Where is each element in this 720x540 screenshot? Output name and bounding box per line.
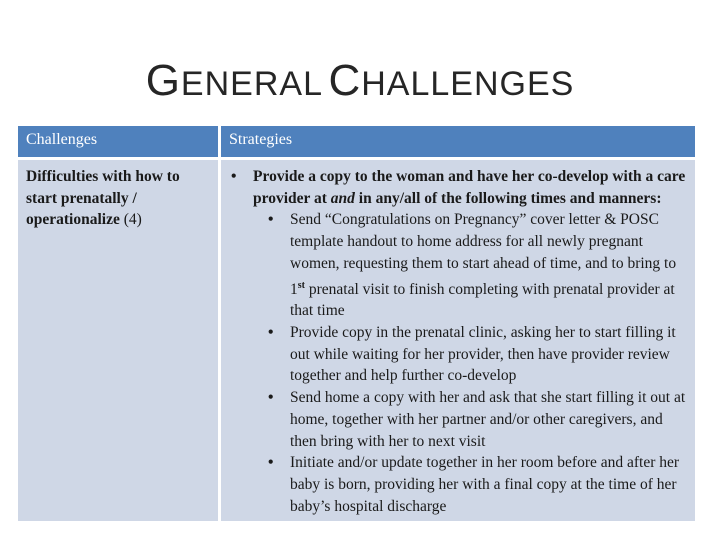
table-row <box>18 159 695 522</box>
sub-item-1-sup: st <box>297 279 305 291</box>
table-header-row <box>18 126 695 159</box>
title-initial-2: C <box>328 56 362 105</box>
challenges-table <box>18 126 695 521</box>
title-rest-2: HALLENGES <box>361 65 575 103</box>
challenge-cell <box>18 159 220 522</box>
strategy-item <box>253 166 689 517</box>
header-challenges: Challenges <box>18 126 220 159</box>
sub-item-3: Send home a copy with her and ask that she start filling it out at home, together with her partner and/or other caregivers, and then bring with her to next visit <box>290 389 686 450</box>
list-item <box>290 387 689 452</box>
sub-item-4: Initiate and/or update together in her room before and after her baby is born, providing her with a final copy at the time of her baby’s hospital discharge <box>290 454 680 515</box>
header-strategies: Strategies <box>220 126 696 159</box>
sub-item-1-after: prenatal visit to finish completing with prenatal provider at that time <box>290 280 675 320</box>
strategy-cell <box>220 159 696 522</box>
list-item <box>290 209 689 322</box>
title-initial-1: G <box>145 56 181 105</box>
challenge-number: (4) <box>123 211 142 229</box>
strategy-sub-list <box>253 209 689 517</box>
page-title <box>0 56 720 106</box>
strategy-text-after: in any/all of the following times and manners: <box>354 189 662 207</box>
sub-item-1-before: Send “Congratulations on Pregnancy” cover letter & POSC template handout to home address for all newly pregnant women, requesting them to start ahead of time, and to bring to 1 <box>290 211 677 298</box>
strategy-text-before: Provide a copy to the woman and have her co-develop with a care provider at <box>253 168 686 207</box>
strategy-text-italic: and <box>330 189 355 207</box>
list-item <box>290 452 689 517</box>
title-rest-1: ENERAL <box>180 65 323 103</box>
challenge-text: Difficulties with how to start prenatally / operationalize <box>26 168 180 229</box>
list-item <box>290 322 689 387</box>
strategy-list <box>229 166 689 517</box>
sub-item-2: Provide copy in the prenatal clinic, asking her to start filling it out while waiting for her provider, then have provider review together and help further co-develop <box>290 324 676 385</box>
